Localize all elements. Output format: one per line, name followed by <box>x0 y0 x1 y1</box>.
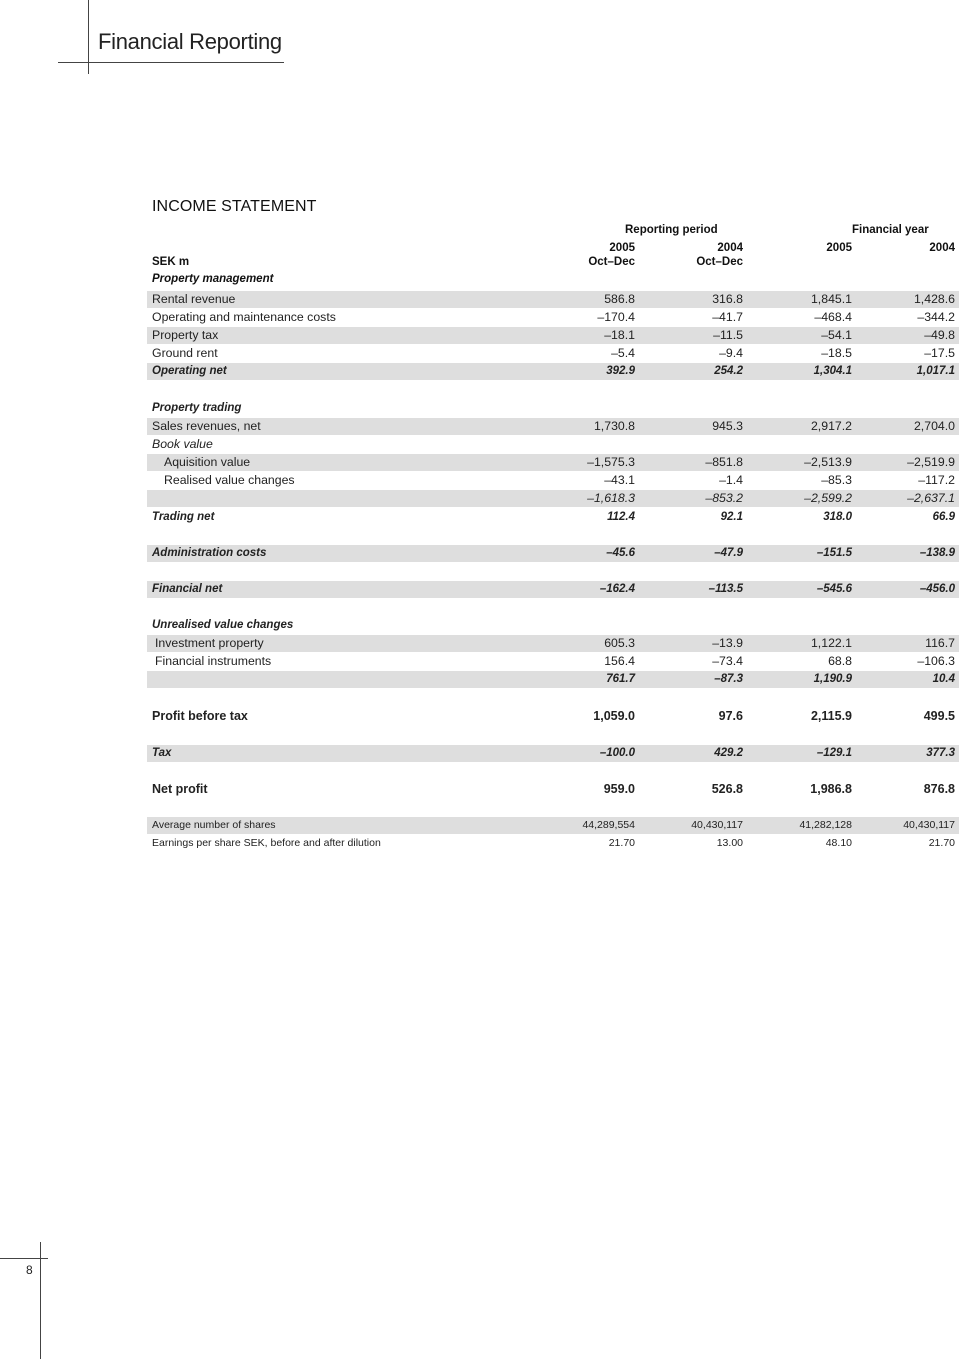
row-ground-rent <box>147 345 959 362</box>
row-label: Trading net <box>152 511 215 523</box>
cell-value: –853.2 <box>705 491 743 505</box>
cell-value: 92.1 <box>720 511 743 523</box>
cell-value: 40,430,117 <box>691 819 743 831</box>
cell-value: 41,282,128 <box>799 819 852 831</box>
cell-value: 1,122.1 <box>810 636 852 650</box>
cell-value: –106.3 <box>917 654 955 668</box>
row-rental-revenue <box>147 291 959 308</box>
cell-value: –17.5 <box>924 346 955 360</box>
row-operating-net <box>147 363 959 380</box>
row-label: Operating net <box>152 365 227 377</box>
cell-value: –100.0 <box>599 747 635 759</box>
cell-value: 1,190.9 <box>813 673 852 685</box>
cell-value: –117.2 <box>918 473 955 487</box>
cell-value: –151.5 <box>816 547 852 559</box>
cell-value: 21.70 <box>928 837 955 849</box>
cell-value: –73.4 <box>712 654 743 668</box>
cell-value: 876.8 <box>923 782 955 796</box>
row-label: Aquisition value <box>164 455 251 469</box>
cell-value: –18.5 <box>821 346 852 360</box>
footer-horizontal-rule <box>0 1258 48 1259</box>
row-label: Rental revenue <box>152 292 236 306</box>
row-investment-property <box>147 635 959 652</box>
row-property-tax <box>147 327 959 344</box>
row-trading-net <box>147 509 959 526</box>
cell-value: –87.3 <box>714 673 743 685</box>
cell-value: 10.4 <box>932 673 955 685</box>
cell-value: 1,017.1 <box>916 365 955 377</box>
cell-value: 945.3 <box>712 419 743 433</box>
row-label: Financial net <box>152 583 223 595</box>
cell-value: 40,430,117 <box>903 819 955 831</box>
section-label: Property trading <box>152 402 242 414</box>
cell-value: 48.10 <box>825 837 852 849</box>
cell-value: –2,637.1 <box>907 491 955 505</box>
cell-value: 761.7 <box>606 673 635 685</box>
row-label: Operating and maintenance costs <box>152 310 336 324</box>
row-administration-costs <box>147 545 959 562</box>
cell-value: 2,115.9 <box>810 709 852 723</box>
row-net-profit <box>147 781 959 798</box>
cell-value: –47.9 <box>714 547 743 559</box>
row-realised-value-changes <box>147 472 959 489</box>
cell-value: –2,599.2 <box>804 491 852 505</box>
cell-value: 21.70 <box>608 837 635 849</box>
cell-value: –41.7 <box>712 310 743 324</box>
row-label: Profit before tax <box>152 709 248 723</box>
column-year-1: 2005 <box>609 242 635 254</box>
section-property-trading <box>147 400 959 417</box>
header-horizontal-rule <box>58 62 284 63</box>
page-number: 8 <box>26 1263 33 1277</box>
page-title: Financial Reporting <box>98 29 282 54</box>
cell-value: 1,986.8 <box>810 782 852 796</box>
column-year-4: 2004 <box>929 242 955 254</box>
cell-value: –54.1 <box>821 328 852 342</box>
row-tax <box>147 745 959 762</box>
cell-value: 2,704.0 <box>913 419 955 433</box>
cell-value: 254.2 <box>714 365 743 377</box>
row-financial-net <box>147 581 959 598</box>
cell-value: –11.5 <box>713 328 743 342</box>
cell-value: –49.8 <box>924 328 955 342</box>
cell-value: 429.2 <box>714 747 743 759</box>
row-book-value <box>147 436 959 453</box>
section-property-management: Property management <box>152 273 274 285</box>
cell-value: 499.5 <box>923 709 955 723</box>
row-earnings-per-share <box>147 835 959 852</box>
cell-value: 156.4 <box>604 654 635 668</box>
row-aquisition-value <box>147 454 959 471</box>
cell-value: –5.4 <box>611 346 635 360</box>
cell-value: 116.7 <box>925 636 955 650</box>
cell-value: 2,917.2 <box>810 419 852 433</box>
cell-value: –851.8 <box>705 455 743 469</box>
cell-value: –2,513.9 <box>804 455 852 469</box>
cell-value: 44,289,554 <box>582 819 635 831</box>
footer-vertical-rule <box>40 1242 41 1359</box>
cell-value: –1.4 <box>719 473 743 487</box>
cell-value: 586.8 <box>604 292 635 306</box>
row-sales-revenues <box>147 418 959 435</box>
cell-value: –9.4 <box>719 346 743 360</box>
income-statement-title: INCOME STATEMENT <box>152 198 317 215</box>
cell-value: –468.4 <box>814 310 852 324</box>
financial-year-header: Financial year <box>852 224 929 236</box>
cell-value: –138.9 <box>919 547 955 559</box>
row-label: Realised value changes <box>164 473 295 487</box>
cell-value: 68.8 <box>828 654 852 668</box>
row-label: Ground rent <box>152 346 218 360</box>
row-book-value-total <box>147 490 959 507</box>
row-financial-instruments <box>147 653 959 670</box>
cell-value: 605.3 <box>604 636 635 650</box>
section-label: Unrealised value changes <box>152 619 294 631</box>
column-period-2: Oct–Dec <box>696 256 743 268</box>
column-year-3: 2005 <box>826 242 852 254</box>
cell-value: 97.6 <box>718 709 743 723</box>
row-average-shares <box>147 817 959 834</box>
row-label: Earnings per share SEK, before and after dilution <box>152 837 381 849</box>
cell-value: –2,519.9 <box>907 455 955 469</box>
cell-value: 959.0 <box>603 782 635 796</box>
cell-value: –45.6 <box>606 547 635 559</box>
row-label: Financial instruments <box>155 654 272 668</box>
row-label: Property tax <box>152 328 219 342</box>
cell-value: –113.5 <box>708 583 743 595</box>
cell-value: 1,845.1 <box>810 292 852 306</box>
cell-value: –43.1 <box>604 473 635 487</box>
row-operating-costs <box>147 309 959 326</box>
column-period-1: Oct–Dec <box>588 256 635 268</box>
cell-value: –13.9 <box>712 636 743 650</box>
cell-value: –85.3 <box>821 473 852 487</box>
row-label: Average number of shares <box>152 819 276 831</box>
row-label: Investment property <box>155 636 264 650</box>
cell-value: 377.3 <box>926 747 955 759</box>
cell-value: –162.4 <box>599 583 635 595</box>
cell-value: –344.2 <box>917 310 955 324</box>
cell-value: 66.9 <box>932 511 955 523</box>
cell-value: 316.8 <box>712 292 743 306</box>
cell-value: 1,304.1 <box>813 365 852 377</box>
section-label: Book value <box>152 437 213 451</box>
cell-value: 392.9 <box>606 365 635 377</box>
cell-value: 526.8 <box>711 782 743 796</box>
section-unrealised-value-changes <box>147 617 959 634</box>
cell-value: 1,428.6 <box>913 292 955 306</box>
cell-value: 1,059.0 <box>593 709 635 723</box>
cell-value: –129.1 <box>816 747 852 759</box>
reporting-period-header: Reporting period <box>625 224 718 236</box>
cell-value: –545.6 <box>816 583 852 595</box>
row-label: Administration costs <box>152 547 267 559</box>
cell-value: 318.0 <box>823 511 852 523</box>
cell-value: –18.1 <box>604 328 635 342</box>
row-profit-before-tax <box>147 708 959 725</box>
row-label: Sales revenues, net <box>152 419 261 433</box>
cell-value: –170.4 <box>597 310 635 324</box>
row-label: Net profit <box>152 782 208 796</box>
cell-value: 1,730.8 <box>593 419 635 433</box>
currency-label: SEK m <box>152 256 190 268</box>
cell-value: 112.4 <box>607 511 635 523</box>
row-unrealised-total <box>147 671 959 688</box>
cell-value: –1,575.3 <box>587 455 635 469</box>
row-label: Tax <box>152 747 172 759</box>
cell-value: –456.0 <box>919 583 955 595</box>
cell-value: –1,618.3 <box>587 491 635 505</box>
column-year-2: 2004 <box>717 242 743 254</box>
cell-value: 13.00 <box>716 837 743 849</box>
